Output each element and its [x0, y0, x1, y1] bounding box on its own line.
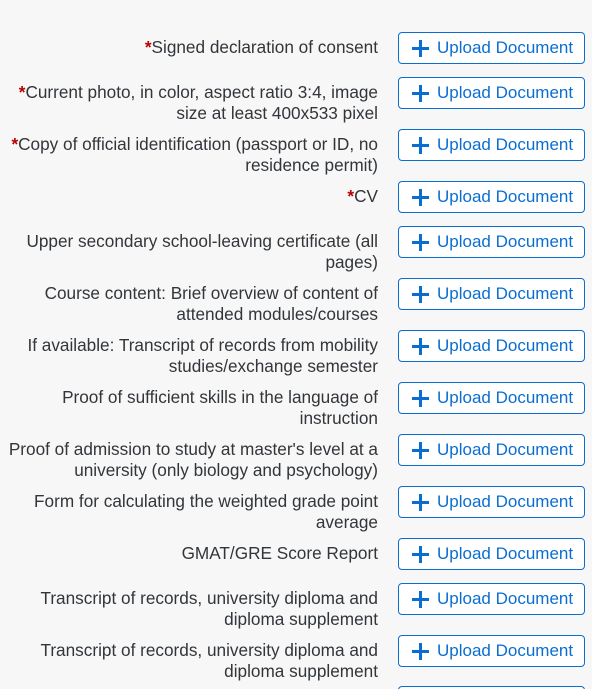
- document-label: Proof of sufficient skills in the language of instruction: [62, 387, 378, 428]
- document-row-language-skills: [0, 382, 592, 434]
- upload-document-button[interactable]: [398, 77, 585, 109]
- upload-document-label: Upload Document: [437, 492, 574, 511]
- plus-icon: [411, 39, 429, 57]
- document-row-master-admission: [0, 434, 592, 486]
- upload-document-label: Upload Document: [437, 38, 574, 57]
- document-row-university-transcript-2: [0, 635, 592, 687]
- document-label: Course content: Brief overview of content of attended modules/courses: [44, 283, 378, 324]
- document-row-consent: [0, 32, 592, 77]
- document-label: Transcript of records, university diploma and diploma supplement: [40, 588, 378, 629]
- upload-document-button[interactable]: [398, 382, 585, 414]
- document-row-photo: [0, 77, 592, 129]
- document-row-grade-average-form: [0, 486, 592, 538]
- plus-icon: [411, 493, 429, 511]
- plus-icon: [411, 389, 429, 407]
- plus-icon: [411, 136, 429, 154]
- upload-document-label: Upload Document: [437, 83, 574, 102]
- upload-document-button[interactable]: [398, 181, 585, 213]
- upload-document-label: Upload Document: [437, 187, 574, 206]
- document-row-gmat-gre: [0, 538, 592, 583]
- upload-document-label: Upload Document: [437, 336, 574, 355]
- document-row-identification: [0, 129, 592, 181]
- plus-icon: [411, 642, 429, 660]
- plus-icon: [411, 188, 429, 206]
- document-label: Form for calculating the weighted grade point average: [34, 491, 378, 532]
- upload-document-label: Upload Document: [437, 544, 574, 563]
- plus-icon: [411, 84, 429, 102]
- document-label: GMAT/GRE Score Report: [181, 543, 378, 563]
- document-row-course-content: [0, 278, 592, 330]
- upload-document-label: Upload Document: [437, 232, 574, 251]
- document-label: Upper secondary school-leaving certificate (all pages): [26, 231, 378, 272]
- document-label: If available: Transcript of records from mobility studies/exchange semester: [27, 335, 378, 376]
- document-row-mobility-transcript: [0, 330, 592, 382]
- plus-icon: [411, 285, 429, 303]
- upload-document-label: Upload Document: [437, 641, 574, 660]
- upload-document-label: Upload Document: [437, 135, 574, 154]
- upload-document-button[interactable]: [398, 129, 585, 161]
- upload-document-button[interactable]: [398, 32, 585, 64]
- required-marker: *: [347, 186, 355, 206]
- plus-icon: [411, 545, 429, 563]
- upload-document-button[interactable]: [398, 278, 585, 310]
- upload-document-label: Upload Document: [437, 440, 574, 459]
- document-label: Transcript of records, university diploma and diploma supplement: [40, 640, 378, 681]
- upload-document-button[interactable]: [398, 226, 585, 258]
- document-label: *CV: [347, 186, 378, 206]
- document-label: *Current photo, in color, aspect ratio 3:4, image size at least 400x533 pixel: [18, 82, 378, 123]
- plus-icon: [411, 337, 429, 355]
- plus-icon: [411, 441, 429, 459]
- document-row-cv: [0, 181, 592, 226]
- document-label: *Copy of official identification (passport or ID, no residence permit): [11, 134, 378, 175]
- upload-document-label: Upload Document: [437, 589, 574, 608]
- upload-document-label: Upload Document: [437, 284, 574, 303]
- document-row-school-certificate: [0, 226, 592, 278]
- document-row-university-transcript: [0, 583, 592, 635]
- required-marker: *: [11, 134, 19, 154]
- upload-document-button[interactable]: [398, 538, 585, 570]
- document-label: *Signed declaration of consent: [144, 37, 378, 57]
- upload-document-button[interactable]: [398, 486, 585, 518]
- document-label: Proof of admission to study at master's level at a university (only biology and psychology): [8, 439, 378, 480]
- required-marker: *: [18, 82, 26, 102]
- upload-document-button[interactable]: [398, 330, 585, 362]
- upload-document-button[interactable]: [398, 583, 585, 615]
- required-marker: *: [144, 37, 152, 57]
- upload-document-button[interactable]: [398, 434, 585, 466]
- upload-document-label: Upload Document: [437, 388, 574, 407]
- plus-icon: [411, 590, 429, 608]
- upload-document-button[interactable]: [398, 635, 585, 667]
- plus-icon: [411, 233, 429, 251]
